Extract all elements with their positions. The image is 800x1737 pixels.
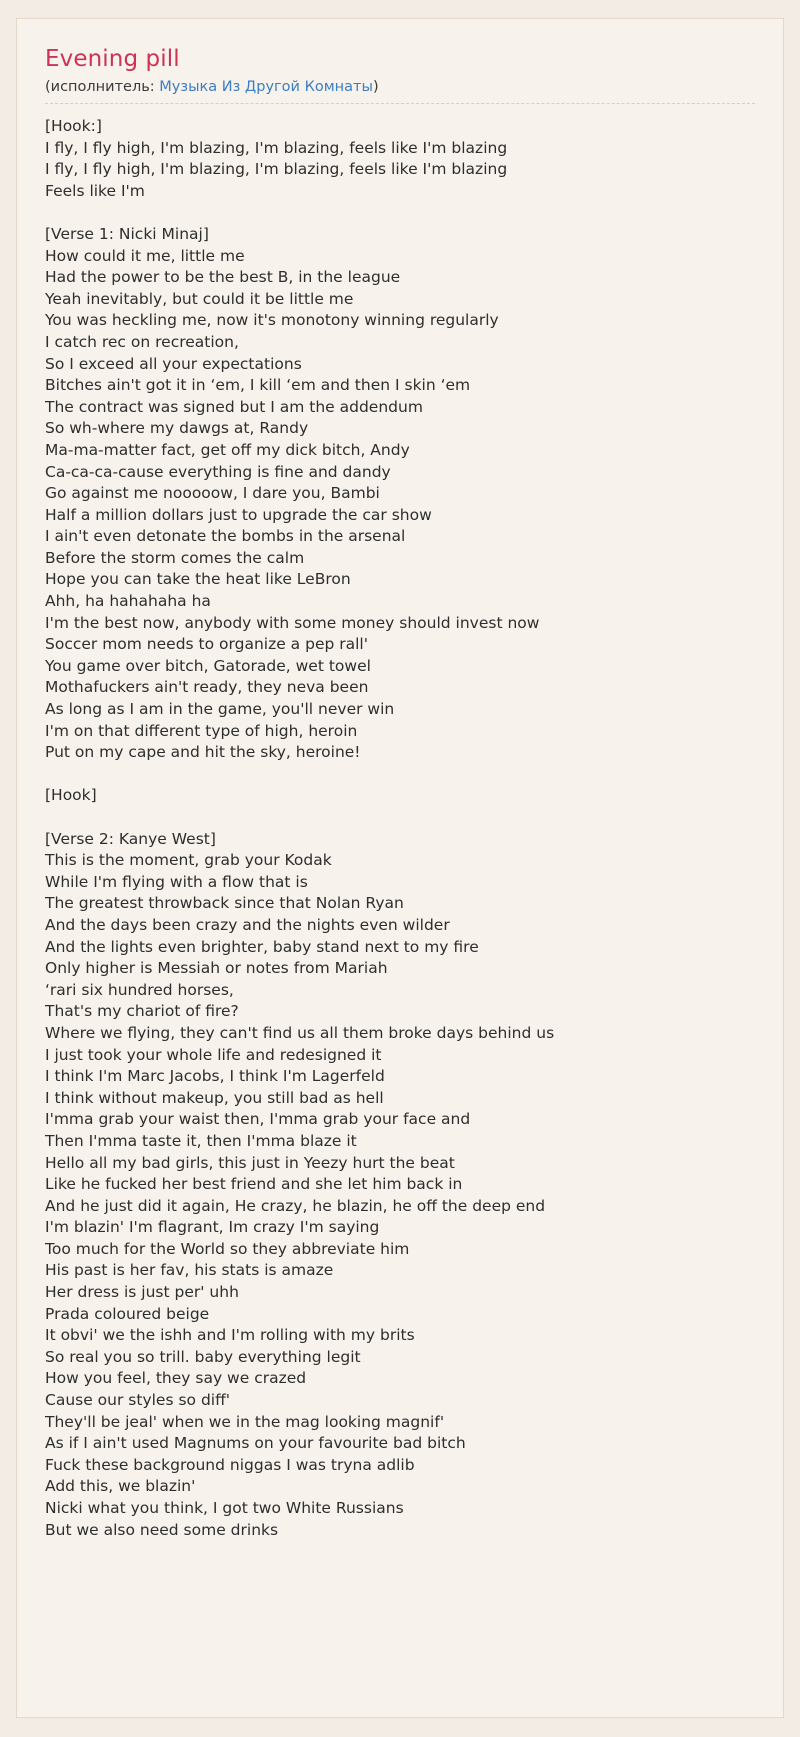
lyrics-line: [Verse 1: Nicki Minaj] (45, 224, 209, 243)
lyrics-line: I fly, I fly high, I'm blazing, I'm blazing, feels like I'm blazing (45, 138, 508, 157)
lyrics-line: Her dress is just per' uhh (45, 1283, 239, 1302)
lyrics-body (45, 116, 755, 1541)
page-title: Evening pill (45, 46, 180, 72)
lyrics-line: I catch rec on recreation, (45, 332, 239, 351)
lyrics-line: Nicki what you think, I got two White Russians (45, 1499, 404, 1517)
lyrics-line: I fly, I fly high, I'm blazing, I'm blazing, feels like I'm blazing (45, 160, 508, 179)
lyrics-line: I just took your whole life and redesigned it (45, 1045, 382, 1064)
lyrics-line: Add this, we blazin' (45, 1477, 196, 1496)
lyrics-line: This is the moment, grab your Kodak (45, 851, 332, 870)
lyrics-line: The contract was signed but I am the addendum (45, 397, 423, 416)
lyrics-line: I think I'm Marc Jacobs, I think I'm Lagerfeld (45, 1067, 385, 1086)
lyrics-line: Go against me nooooow, I dare you, Bambi (45, 484, 380, 503)
lyrics-line: [Hook:] (45, 117, 102, 135)
lyrics-line: I'm the best now, anybody with some money should invest now (45, 613, 540, 632)
artist-suffix-label: ) (372, 79, 379, 95)
lyrics-line: Yeah inevitably, but could it be little me (45, 289, 354, 308)
lyrics-line: You game over bitch, Gatorade, wet towel (45, 656, 371, 675)
lyrics-line: So wh-where my dawgs at, Randy (45, 419, 309, 438)
lyrics-line: As long as I am in the game, you'll never win (45, 700, 395, 719)
lyrics-line: As if I ain't used Magnums on your favourite bad bitch (45, 1434, 466, 1453)
lyrics-line: Half a million dollars just to upgrade the car show (45, 505, 432, 524)
lyrics-line: Put on my cape and hit the sky, heroine! (45, 743, 361, 762)
lyrics-line: While I'm flying with a flow that is (45, 872, 308, 891)
lyrics-line: Cause our styles so diff' (45, 1391, 231, 1410)
lyrics-line: His past is her fav, his stats is amaze (45, 1261, 334, 1280)
lyrics-line: [Hook] (45, 786, 97, 805)
lyrics-line: Hello all my bad girls, this just in Yeezy hurt the beat (45, 1153, 455, 1172)
lyrics-line: Mothafuckers ain't ready, they neva been (45, 678, 369, 697)
lyrics-card (16, 18, 784, 1718)
lyrics-line: You was heckling me, now it's monotony winning regularly (45, 311, 499, 330)
lyrics-line: But we also need some drinks (45, 1520, 279, 1539)
lyrics-line: So I exceed all your expectations (45, 354, 302, 373)
lyrics-line: Had the power to be the best B, in the league (45, 268, 401, 287)
lyrics-line: I ain't even detonate the bombs in the arsenal (45, 527, 406, 546)
lyrics-line: Before the storm comes the calm (45, 548, 305, 567)
lyrics-line: Bitches ain't got it in ‘em, I kill ‘em and then I skin ‘em (45, 376, 471, 395)
lyrics-line: Ahh, ha hahahaha ha (45, 592, 211, 611)
lyrics-line: That's my chariot of fire? (45, 1002, 239, 1021)
artist-link[interactable]: Музыка Из Другой Комнаты (159, 79, 373, 95)
artist-line (45, 79, 755, 104)
lyrics-line: Too much for the World so they abbreviate him (45, 1239, 410, 1258)
lyrics-line: The greatest throwback since that Nolan Ryan (45, 894, 404, 913)
lyrics-line: ‘rari six hundred horses, (45, 980, 234, 999)
lyrics-line: Only higher is Messiah or notes from Mariah (45, 959, 388, 978)
lyrics-line: It obvi' we the ishh and I'm rolling with my brits (45, 1326, 415, 1345)
lyrics-blank-line (45, 202, 755, 224)
lyrics-line: And the days been crazy and the nights even wilder (45, 915, 450, 934)
lyrics-line: Ma-ma-matter fact, get off my dick bitch, Andy (45, 440, 410, 459)
lyrics-line: I think without makeup, you still bad as hell (45, 1088, 384, 1107)
lyrics-line: I'mma grab your waist then, I'mma grab your face and (45, 1110, 471, 1129)
lyrics-line: Where we flying, they can't find us all them broke days behind us (45, 1023, 555, 1042)
lyrics-line: [Verse 2: Kanye West] (45, 829, 216, 848)
artist-prefix-label: (исполнитель: (45, 79, 160, 95)
lyrics-line: Like he fucked her best friend and she let him back in (45, 1175, 463, 1194)
lyrics-line: So real you so trill. baby everything legit (45, 1347, 361, 1366)
lyrics-line: How you feel, they say we crazed (45, 1369, 307, 1388)
lyrics-blank-line (45, 764, 755, 786)
lyrics-line: And he just did it again, He crazy, he blazin, he off the deep end (45, 1196, 546, 1215)
lyrics-line: Feels like I'm (45, 181, 145, 200)
lyrics-line: Ca-ca-ca-cause everything is fine and dandy (45, 462, 391, 481)
lyrics-line: They'll be jeal' when we in the mag looking magnif' (45, 1412, 445, 1431)
lyrics-line: I'm blazin' I'm flagrant, Im crazy I'm saying (45, 1218, 380, 1237)
lyrics-blank-line (45, 807, 755, 829)
lyrics-line: Prada coloured beige (45, 1304, 210, 1323)
lyrics-line: How could it me, little me (45, 246, 245, 265)
lyrics-line: Then I'mma taste it, then I'mma blaze it (45, 1131, 357, 1150)
lyrics-line: And the lights even brighter, baby stand next to my fire (45, 937, 479, 956)
lyrics-line: Hope you can take the heat like LeBron (45, 570, 351, 589)
lyrics-line: Fuck these background niggas I was tryna adlib (45, 1455, 415, 1474)
lyrics-line: I'm on that different type of high, heroin (45, 721, 358, 740)
lyrics-line: Soccer mom needs to organize a pep rall' (45, 635, 368, 654)
